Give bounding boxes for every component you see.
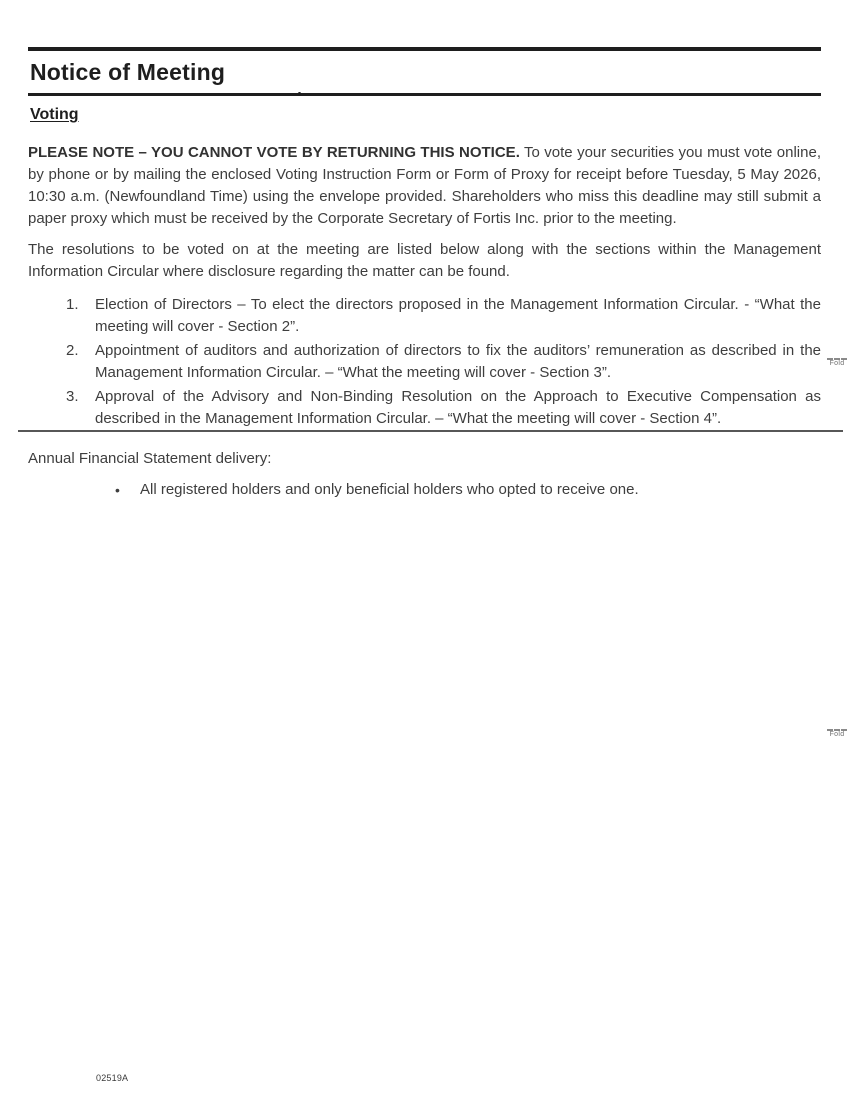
resolution-number: 1. (66, 296, 79, 313)
delivery-bullet-text: All registered holders and only beneficial holders who opted to receive one. (140, 481, 639, 498)
voting-instructions-text: To vote your securities you must vote online, by phone or by mailing the enclosed Voting Instruction Form or Form of Proxy for receipt before Tuesday, 5 May 2026, 10:30 a.m. (Newfoundland Time) using the envelope provided. Shareholders who miss this deadline may still submit a paper proxy which must be received by the Corporate Secretary of Fortis Inc. prior to the meeting. (28, 144, 821, 227)
delivery-heading: Annual Financial Statement delivery: (28, 450, 272, 467)
fold-label: Fold (829, 360, 845, 367)
section-heading-voting: Voting (30, 106, 79, 123)
resolution-number: 2. (66, 342, 79, 359)
resolution-item-3 (28, 386, 821, 429)
resolution-item-2 (28, 340, 821, 383)
resolution-number: 3. (66, 388, 79, 405)
resolution-text: Appointment of auditors and authorization of directors to fix the auditors’ remuneration as described in the Management Information Circular. – “What the meeting will cover - Section 3”. (95, 342, 821, 381)
document-header (28, 47, 821, 96)
resolution-text: Election of Directors – To elect the directors proposed in the Management Information Circular. - “What the meeting will cover - Section 2”. (95, 296, 821, 335)
resolutions-intro-paragraph: The resolutions to be voted on at the meeting are listed below along with the sections within the Management Information Circular where disclosure regarding the matter can be found. (28, 241, 821, 280)
financial-statement-delivery-section (28, 448, 821, 501)
stray-print-dot (298, 92, 301, 95)
voting-notice-paragraph (28, 142, 821, 230)
resolution-text: Approval of the Advisory and Non-Binding Resolution on the Approach to Executive Compensation as described in the Management Information Circular. – “What the meeting will cover - Section 4”. (95, 388, 821, 427)
footer-form-code: 02519A (96, 1073, 129, 1083)
section-divider-rule (18, 430, 843, 432)
resolutions-list (28, 294, 821, 429)
fold-marker-top (827, 358, 847, 368)
resolution-item-1 (28, 294, 821, 337)
page-title: Notice of Meeting (30, 59, 226, 85)
bullet-icon: • (115, 482, 120, 498)
delivery-bullet-item (28, 479, 821, 501)
main-content (28, 47, 821, 432)
cannot-vote-warning: PLEASE NOTE – YOU CANNOT VOTE BY RETURNING THIS NOTICE. (28, 144, 520, 161)
fold-marker-bottom (827, 729, 847, 739)
fold-label: Fold (829, 731, 845, 738)
